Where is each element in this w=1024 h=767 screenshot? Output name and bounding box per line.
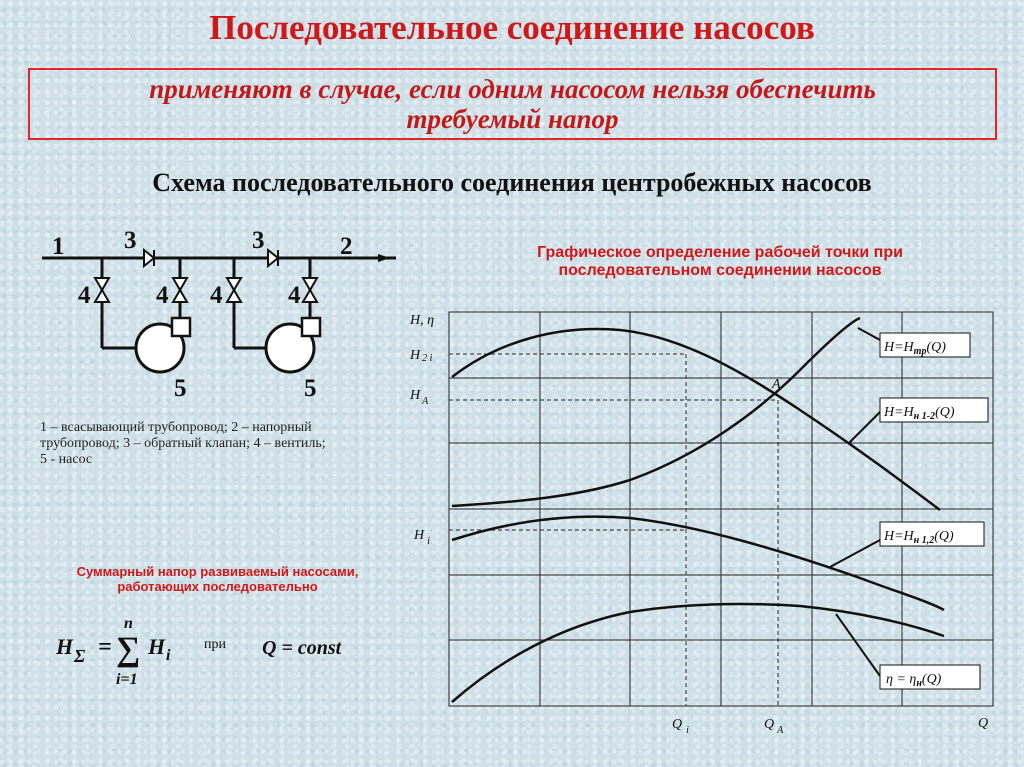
htr-sub: тр — [913, 346, 927, 357]
x-mark-qi-sub: i — [686, 725, 689, 736]
svg-text:η = ηн(Q) — [886, 672, 942, 689]
page-title: Последовательное соединение насосов — [209, 8, 815, 47]
svg-text:H2 i — [409, 348, 433, 364]
h1-arg: (Q) — [934, 529, 954, 544]
label-valve-4: 4 — [288, 282, 301, 309]
eta-label: η = η — [886, 672, 917, 687]
sum-title-line-1: Суммарный напор развиваемый насосами, — [76, 564, 359, 579]
h1-label: H=H — [884, 529, 914, 544]
y-mark-hi: H — [414, 528, 425, 543]
formula-lhs-sub: Σ — [74, 646, 86, 666]
label-valve-1: 4 — [78, 282, 91, 309]
subtitle-line-1: применяют в случае, если одним насосом нельзя обеспечить — [149, 74, 876, 104]
htr-arg: (Q) — [926, 340, 946, 355]
x-axis-label: Q — [978, 716, 989, 731]
label-valve-3: 4 — [210, 282, 223, 309]
formula-condition: Q = const — [262, 637, 342, 659]
h12-label: H=H — [884, 405, 914, 420]
legend-line-2: трубопровод; 3 – обратный клапан; 4 – вентиль; — [40, 436, 326, 451]
sum-title-line-2: работающих последовательно — [117, 579, 318, 594]
curve-h-single — [452, 517, 944, 610]
h12-sub: н 1-2 — [913, 411, 936, 422]
formula-sum-lower: i=1 — [116, 671, 138, 688]
svg-text:Qi — [672, 717, 689, 736]
svg-text:QA — [764, 717, 784, 736]
curve-h-series — [452, 329, 940, 510]
svg-text:HA — [409, 388, 429, 407]
eta-sub: н — [916, 678, 922, 689]
graph-guides — [449, 354, 778, 706]
h12-arg: (Q) — [935, 405, 955, 420]
formula-sum-sign: ∑ — [116, 631, 141, 668]
legend-line-3: 5 - насос — [40, 452, 93, 467]
formula-sum-upper: n — [124, 615, 133, 632]
formula-equals: = — [98, 634, 112, 660]
label-discharge: 2 — [340, 233, 353, 260]
eta-arg: (Q) — [921, 672, 942, 687]
h1-sub: н 1,2 — [913, 535, 935, 546]
label-check-valve-1: 3 — [124, 227, 137, 254]
x-mark-qa-sub: A — [777, 725, 784, 736]
y-mark-h2i: H — [410, 348, 421, 363]
y-mark-ha: H — [410, 388, 421, 403]
y-mark-ha-sub: A — [422, 396, 429, 407]
scheme-title: Схема последовательного соединения центробежных насосов — [152, 168, 872, 197]
label-check-valve-2: 3 — [252, 227, 265, 254]
formula-term-sub: i — [166, 647, 171, 664]
label-suction: 1 — [52, 233, 65, 260]
label-pump-2: 5 — [304, 375, 317, 402]
y-mark-h2i-sub: 2 i — [422, 353, 433, 364]
formula-term: H — [148, 634, 166, 659]
x-mark-qi: Q — [672, 717, 683, 732]
point-a-label: A — [772, 377, 781, 392]
graph-title-line-2: последовательном соединении насосов — [558, 262, 882, 279]
y-axis-label: H, η — [410, 313, 435, 328]
htr-label: H=H — [884, 340, 914, 355]
svg-text:Hi — [413, 528, 430, 547]
graph-title-line-1: Графическое определение рабочей точки при — [537, 244, 903, 261]
y-mark-hi-sub: i — [427, 536, 430, 547]
x-mark-qa: Q — [764, 717, 775, 732]
formula-pri: при — [204, 637, 226, 652]
label-valve-2: 4 — [156, 282, 169, 309]
formula-lhs: H — [56, 634, 74, 659]
label-pump-1: 5 — [174, 375, 187, 402]
curve-h-pipeline — [452, 318, 860, 506]
legend-line-1: 1 – всасывающий трубопровод; 2 – напорный — [40, 420, 312, 435]
curve-eta — [452, 604, 944, 702]
subtitle-line-2: требуемый напор — [406, 104, 619, 134]
